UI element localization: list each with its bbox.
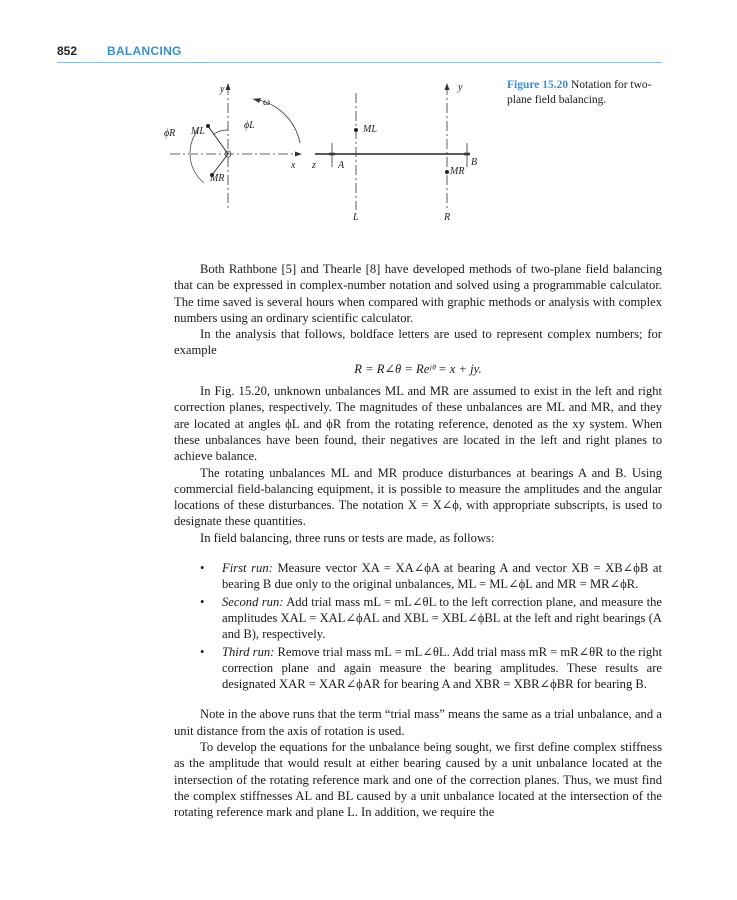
paragraph: In field balancing, three runs or tests are made, as follows: xyxy=(200,530,495,545)
paragraph: In Fig. 15.20, unknown unbalances ML and MR are assumed to exist in the left and right correction planes, respectively. The magnitudes of these unbalances are ML and MR, and they are located at angles ϕL and ϕR from the rotating reference, denoted as the xy system. When these unbalances have been found, their negatives are located in the left and right planes to achieve balance. xyxy=(174,384,662,464)
label-omega: ω xyxy=(263,97,271,108)
caption-label: Figure 15.20 xyxy=(507,79,569,91)
paragraph: To develop the equations for the unbalance being sought, we first define complex stiffness as the amplitude that would result at either bearing caused by a unit unbalance located at the intersection of the rotating reference mark and one of the correction planes. Thus, we must find the complex stiffnesses AL and BL caused by a unit unbalance located at the intersection of the rotating reference mark and plane L. In addition, we require the xyxy=(174,740,662,820)
label-M-R-left: MR xyxy=(210,173,225,184)
paragraph: The rotating unbalances ML and MR produce disturbances at bearings A and B. Using commercial field-balancing equipment, it is possible to measure the amplitudes and the angular locations of these disturbances. The notation X = X∠ϕ, with appropriate subscripts, is used to designate these quantities. xyxy=(174,465,662,529)
label-y-left: y xyxy=(220,84,225,95)
list-item: • Second run: Add trial mass mL = mL∠θL to the left correction plane, and measure the amplitudes XAL = XAL∠ϕAL and XBL = XBL∠ϕBL at the left and right bearings (A and B), respectively. xyxy=(222,594,662,643)
label-A: A xyxy=(338,160,345,171)
label-x: x xyxy=(291,160,296,171)
list-item: • First run: Measure vector XA = XA∠ϕA at bearing A and vector XB = XB∠ϕB at bearing B due only to the original unbalances, ML = ML∠ϕL and MR = MR∠ϕR. xyxy=(222,560,662,593)
label-R: R xyxy=(444,212,451,223)
section-title: BALANCING xyxy=(107,44,182,58)
body-text xyxy=(174,261,662,821)
label-phi-R: ϕR xyxy=(164,128,176,139)
omega-arc xyxy=(253,99,300,143)
label-phi-L: ϕL xyxy=(244,120,255,131)
equation: R = R∠θ = Reʲᶿ = x + jy. xyxy=(354,361,482,376)
ML-mass xyxy=(354,128,358,132)
label-M-L-left: ML xyxy=(191,126,205,137)
runs-list xyxy=(174,560,662,692)
label-M-R-right: MR xyxy=(450,166,465,177)
paragraph: Both Rathbone [5] and Thearle [8] have developed methods of two-plane field balancing that can be expressed in complex-number notation and solved using a programmable calculator. The time saved is several hours when compared with graphic methods or analysis with complex numbers using an ordinary scientific calculator. xyxy=(174,262,662,325)
list-item: • Third run: Remove trial mass mL = mL∠θL. Add trial mass mR = mR∠θR to the right correction plane and again measure the bearing amplitudes. These results are designated XAR = XAR∠ϕAR for bearing A and XBR = XBR∠ϕBR for bearing B. xyxy=(222,644,662,693)
paragraph: In the analysis that follows, boldface letters are used to represent complex numbers; for example xyxy=(174,327,662,358)
label-z: z xyxy=(312,160,316,171)
figure-diagram xyxy=(160,75,500,235)
label-L: L xyxy=(353,212,359,223)
paragraph: Note in the above runs that the term “trial mass” means the same as a trial unbalance, and a unit distance from the axis of rotation is used. xyxy=(174,707,662,738)
caption-text: Notation for two-plane field balancing. xyxy=(507,79,652,106)
MR-vector-left xyxy=(212,154,228,175)
label-M-L-right: ML xyxy=(363,124,377,135)
MR-mass xyxy=(445,170,449,174)
label-B: B xyxy=(471,157,478,168)
figure-caption xyxy=(507,78,667,108)
label-y-right: y xyxy=(458,82,463,93)
page-number: 852 xyxy=(57,44,78,58)
page-header xyxy=(57,44,662,63)
